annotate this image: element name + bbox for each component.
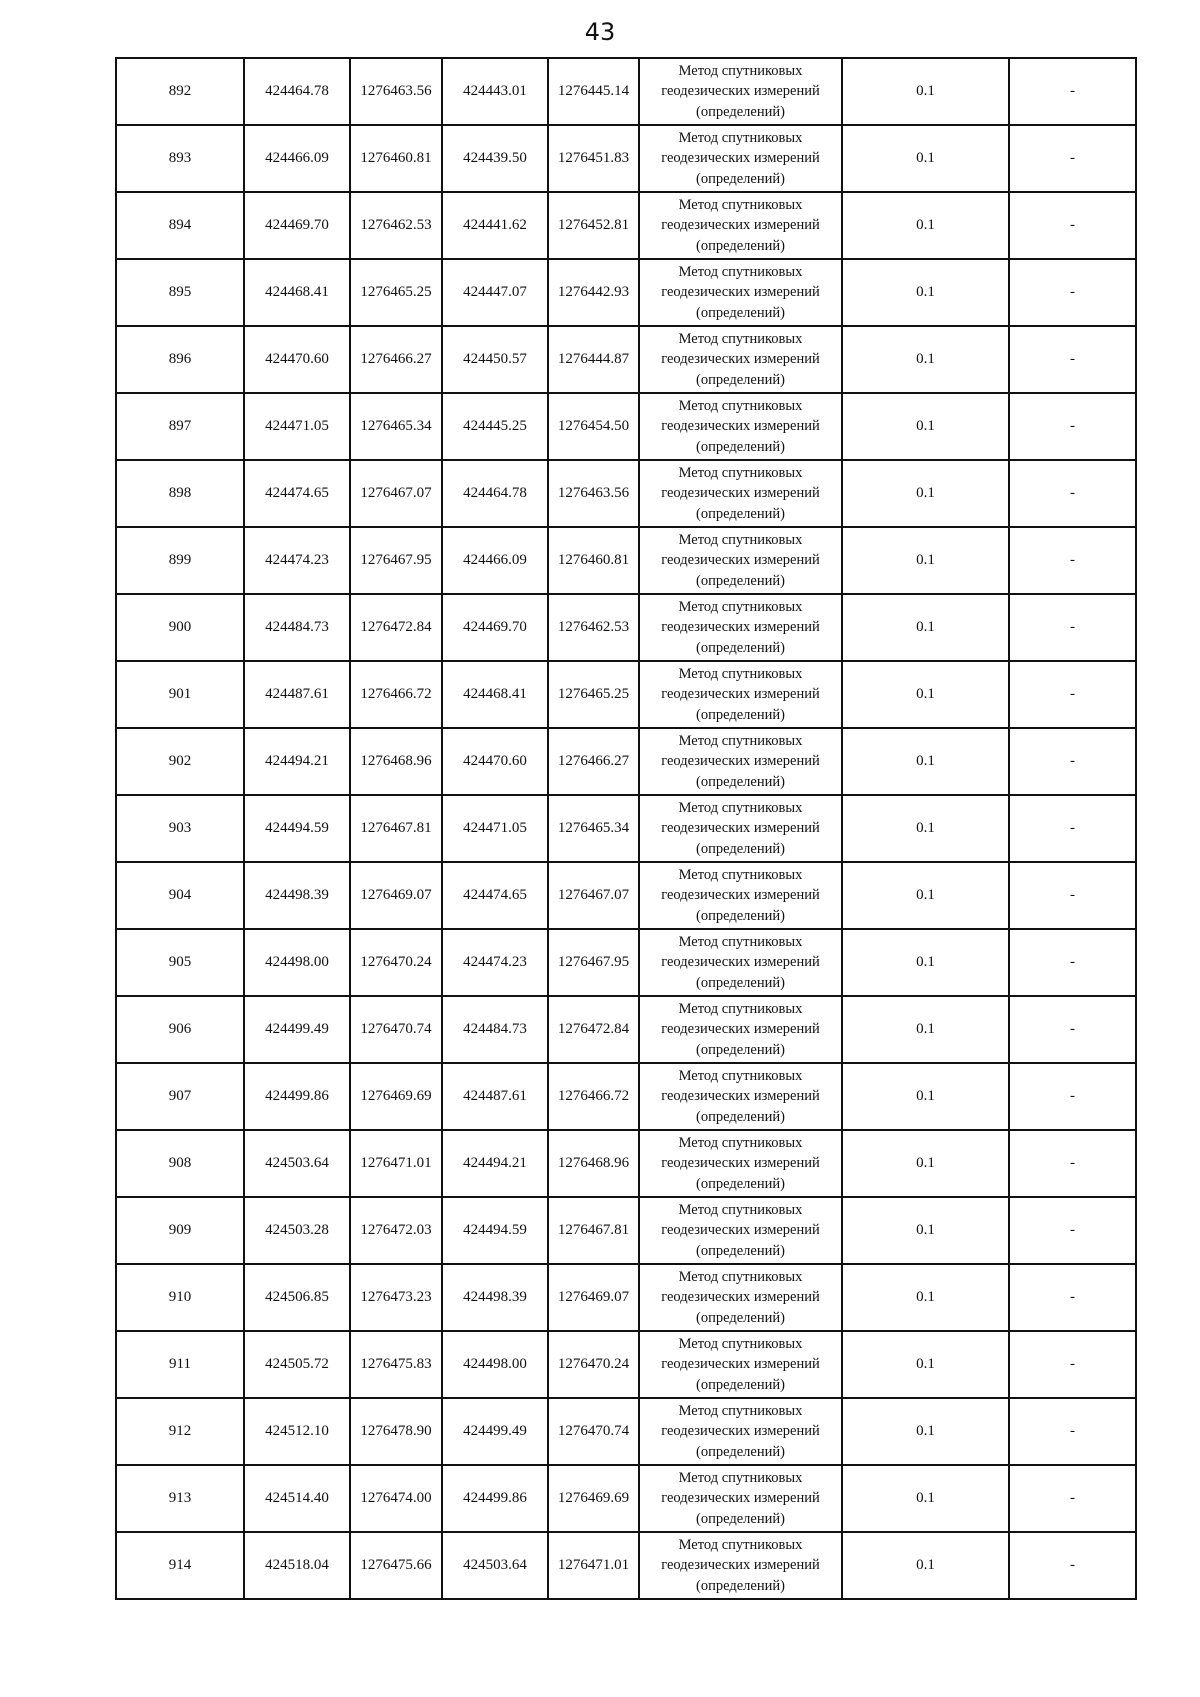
x-coordinate-cell: 424470.60 [244, 326, 350, 393]
method-cell [639, 58, 842, 125]
note-cell: - [1009, 728, 1136, 795]
method-text-line: Метод спутниковых [678, 799, 803, 816]
y-coordinate-cell: 1276473.23 [350, 1264, 442, 1331]
method-text-line: Метод спутниковых [678, 1134, 803, 1151]
method-text-line: (определений) [696, 1041, 785, 1058]
accuracy-cell: 0.1 [842, 1197, 1009, 1264]
note-cell: - [1009, 1398, 1136, 1465]
x-previous-coordinate-cell: 424439.50 [442, 125, 548, 192]
note-cell: - [1009, 996, 1136, 1063]
table-row [116, 728, 1136, 795]
table-row [116, 125, 1136, 192]
table-row [116, 795, 1136, 862]
x-coordinate-cell: 424487.61 [244, 661, 350, 728]
method-text-line: (определений) [696, 572, 785, 589]
x-coordinate-cell: 424499.49 [244, 996, 350, 1063]
method-cell [639, 929, 842, 996]
method-text-line: геодезических измерений [661, 1356, 820, 1373]
point-number-cell: 895 [116, 259, 244, 326]
point-number-cell: 908 [116, 1130, 244, 1197]
point-number-cell: 905 [116, 929, 244, 996]
method-cell [639, 996, 842, 1063]
x-coordinate-cell: 424466.09 [244, 125, 350, 192]
x-previous-coordinate-cell: 424494.21 [442, 1130, 548, 1197]
method-text-line: Метод спутниковых [678, 598, 803, 615]
y-previous-coordinate-cell: 1276466.27 [548, 728, 639, 795]
table-row [116, 58, 1136, 125]
y-previous-coordinate-cell: 1276469.07 [548, 1264, 639, 1331]
method-text-line: Метод спутниковых [678, 464, 803, 481]
method-text-line: геодезических измерений [661, 1490, 820, 1507]
x-coordinate-cell: 424474.65 [244, 460, 350, 527]
point-number-cell: 913 [116, 1465, 244, 1532]
note-cell: - [1009, 259, 1136, 326]
note-cell: - [1009, 661, 1136, 728]
accuracy-cell: 0.1 [842, 326, 1009, 393]
method-cell [639, 259, 842, 326]
point-number-cell: 897 [116, 393, 244, 460]
method-text-line: (определений) [696, 1510, 785, 1527]
note-cell: - [1009, 1331, 1136, 1398]
method-text-line: (определений) [696, 1242, 785, 1259]
note-cell: - [1009, 1063, 1136, 1130]
y-previous-coordinate-cell: 1276463.56 [548, 460, 639, 527]
y-previous-coordinate-cell: 1276467.81 [548, 1197, 639, 1264]
y-coordinate-cell: 1276462.53 [350, 192, 442, 259]
y-previous-coordinate-cell: 1276470.24 [548, 1331, 639, 1398]
y-coordinate-cell: 1276460.81 [350, 125, 442, 192]
method-text-line: Метод спутниковых [678, 933, 803, 950]
y-previous-coordinate-cell: 1276465.25 [548, 661, 639, 728]
point-number-cell: 892 [116, 58, 244, 125]
x-previous-coordinate-cell: 424494.59 [442, 1197, 548, 1264]
y-coordinate-cell: 1276468.96 [350, 728, 442, 795]
y-previous-coordinate-cell: 1276466.72 [548, 1063, 639, 1130]
method-text-line: Метод спутниковых [678, 866, 803, 883]
accuracy-cell: 0.1 [842, 728, 1009, 795]
point-number-cell: 907 [116, 1063, 244, 1130]
x-previous-coordinate-cell: 424443.01 [442, 58, 548, 125]
method-text-line: Метод спутниковых [678, 196, 803, 213]
method-cell [639, 1532, 842, 1599]
method-cell [639, 795, 842, 862]
y-coordinate-cell: 1276467.81 [350, 795, 442, 862]
y-coordinate-cell: 1276472.84 [350, 594, 442, 661]
point-number-cell: 914 [116, 1532, 244, 1599]
note-cell: - [1009, 527, 1136, 594]
x-coordinate-cell: 424471.05 [244, 393, 350, 460]
method-cell [639, 862, 842, 929]
accuracy-cell: 0.1 [842, 1130, 1009, 1197]
accuracy-cell: 0.1 [842, 1264, 1009, 1331]
y-previous-coordinate-cell: 1276472.84 [548, 996, 639, 1063]
coordinates-table [115, 57, 1137, 1600]
table-row [116, 661, 1136, 728]
x-coordinate-cell: 424494.21 [244, 728, 350, 795]
method-text-line: (определений) [696, 505, 785, 522]
x-coordinate-cell: 424498.00 [244, 929, 350, 996]
x-previous-coordinate-cell: 424445.25 [442, 393, 548, 460]
accuracy-cell: 0.1 [842, 527, 1009, 594]
table-row [116, 1130, 1136, 1197]
point-number-cell: 901 [116, 661, 244, 728]
point-number-cell: 900 [116, 594, 244, 661]
method-text-line: геодезических измерений [661, 83, 820, 100]
y-previous-coordinate-cell: 1276444.87 [548, 326, 639, 393]
x-previous-coordinate-cell: 424499.49 [442, 1398, 548, 1465]
table-row [116, 862, 1136, 929]
y-previous-coordinate-cell: 1276467.95 [548, 929, 639, 996]
x-previous-coordinate-cell: 424470.60 [442, 728, 548, 795]
point-number-cell: 904 [116, 862, 244, 929]
y-coordinate-cell: 1276465.34 [350, 393, 442, 460]
y-previous-coordinate-cell: 1276465.34 [548, 795, 639, 862]
method-cell [639, 661, 842, 728]
y-coordinate-cell: 1276470.24 [350, 929, 442, 996]
method-cell [639, 1465, 842, 1532]
method-text-line: (определений) [696, 907, 785, 924]
y-previous-coordinate-cell: 1276452.81 [548, 192, 639, 259]
x-coordinate-cell: 424499.86 [244, 1063, 350, 1130]
accuracy-cell: 0.1 [842, 259, 1009, 326]
x-coordinate-cell: 424505.72 [244, 1331, 350, 1398]
table-row [116, 1532, 1136, 1599]
accuracy-cell: 0.1 [842, 58, 1009, 125]
method-text-line: (определений) [696, 1175, 785, 1192]
x-coordinate-cell: 424512.10 [244, 1398, 350, 1465]
method-text-line: (определений) [696, 304, 785, 321]
method-text-line: Метод спутниковых [678, 1268, 803, 1285]
y-previous-coordinate-cell: 1276468.96 [548, 1130, 639, 1197]
method-text-line: (определений) [696, 1108, 785, 1125]
y-coordinate-cell: 1276469.69 [350, 1063, 442, 1130]
y-coordinate-cell: 1276475.66 [350, 1532, 442, 1599]
note-cell: - [1009, 192, 1136, 259]
y-coordinate-cell: 1276478.90 [350, 1398, 442, 1465]
y-previous-coordinate-cell: 1276451.83 [548, 125, 639, 192]
method-cell [639, 1398, 842, 1465]
method-text-line: Метод спутниковых [678, 1201, 803, 1218]
method-text-line: геодезических измерений [661, 1557, 820, 1574]
y-previous-coordinate-cell: 1276471.01 [548, 1532, 639, 1599]
x-previous-coordinate-cell: 424466.09 [442, 527, 548, 594]
x-previous-coordinate-cell: 424487.61 [442, 1063, 548, 1130]
x-previous-coordinate-cell: 424471.05 [442, 795, 548, 862]
method-text-line: геодезических измерений [661, 217, 820, 234]
accuracy-cell: 0.1 [842, 1331, 1009, 1398]
note-cell: - [1009, 1532, 1136, 1599]
accuracy-cell: 0.1 [842, 1465, 1009, 1532]
x-coordinate-cell: 424494.59 [244, 795, 350, 862]
point-number-cell: 911 [116, 1331, 244, 1398]
method-text-line: геодезических измерений [661, 1222, 820, 1239]
method-text-line: геодезических измерений [661, 887, 820, 904]
method-cell [639, 1264, 842, 1331]
x-coordinate-cell: 424464.78 [244, 58, 350, 125]
method-text-line: Метод спутниковых [678, 263, 803, 280]
method-text-line: (определений) [696, 371, 785, 388]
table-row [116, 527, 1136, 594]
note-cell: - [1009, 58, 1136, 125]
method-text-line: геодезических измерений [661, 619, 820, 636]
method-text-line: Метод спутниковых [678, 665, 803, 682]
method-text-line: (определений) [696, 1309, 785, 1326]
accuracy-cell: 0.1 [842, 125, 1009, 192]
point-number-cell: 896 [116, 326, 244, 393]
point-number-cell: 893 [116, 125, 244, 192]
x-previous-coordinate-cell: 424468.41 [442, 661, 548, 728]
note-cell: - [1009, 1130, 1136, 1197]
method-text-line: Метод спутниковых [678, 397, 803, 414]
note-cell: - [1009, 862, 1136, 929]
x-previous-coordinate-cell: 424499.86 [442, 1465, 548, 1532]
x-coordinate-cell: 424474.23 [244, 527, 350, 594]
method-text-line: Метод спутниковых [678, 129, 803, 146]
method-cell [639, 460, 842, 527]
x-previous-coordinate-cell: 424464.78 [442, 460, 548, 527]
y-coordinate-cell: 1276465.25 [350, 259, 442, 326]
method-cell [639, 728, 842, 795]
method-text-line: (определений) [696, 1376, 785, 1393]
page-number: 43 [584, 18, 616, 46]
method-cell [639, 125, 842, 192]
method-text-line: геодезических измерений [661, 1155, 820, 1172]
x-coordinate-cell: 424518.04 [244, 1532, 350, 1599]
method-text-line: геодезических измерений [661, 1423, 820, 1440]
x-previous-coordinate-cell: 424450.57 [442, 326, 548, 393]
note-cell: - [1009, 594, 1136, 661]
method-text-line: (определений) [696, 974, 785, 991]
x-previous-coordinate-cell: 424484.73 [442, 996, 548, 1063]
method-text-line: (определений) [696, 170, 785, 187]
method-text-line: геодезических измерений [661, 418, 820, 435]
table-row [116, 192, 1136, 259]
y-previous-coordinate-cell: 1276467.07 [548, 862, 639, 929]
x-coordinate-cell: 424484.73 [244, 594, 350, 661]
y-previous-coordinate-cell: 1276462.53 [548, 594, 639, 661]
x-previous-coordinate-cell: 424469.70 [442, 594, 548, 661]
method-cell [639, 1197, 842, 1264]
x-coordinate-cell: 424514.40 [244, 1465, 350, 1532]
y-coordinate-cell: 1276474.00 [350, 1465, 442, 1532]
method-text-line: Метод спутниковых [678, 1402, 803, 1419]
accuracy-cell: 0.1 [842, 192, 1009, 259]
x-previous-coordinate-cell: 424441.62 [442, 192, 548, 259]
method-text-line: геодезических измерений [661, 485, 820, 502]
point-number-cell: 909 [116, 1197, 244, 1264]
y-coordinate-cell: 1276470.74 [350, 996, 442, 1063]
x-previous-coordinate-cell: 424503.64 [442, 1532, 548, 1599]
method-text-line: геодезических измерений [661, 552, 820, 569]
x-coordinate-cell: 424468.41 [244, 259, 350, 326]
y-coordinate-cell: 1276471.01 [350, 1130, 442, 1197]
point-number-cell: 899 [116, 527, 244, 594]
table-row [116, 1465, 1136, 1532]
point-number-cell: 898 [116, 460, 244, 527]
x-previous-coordinate-cell: 424498.39 [442, 1264, 548, 1331]
note-cell: - [1009, 1197, 1136, 1264]
accuracy-cell: 0.1 [842, 1063, 1009, 1130]
y-previous-coordinate-cell: 1276445.14 [548, 58, 639, 125]
x-previous-coordinate-cell: 424447.07 [442, 259, 548, 326]
method-text-line: геодезических измерений [661, 1021, 820, 1038]
point-number-cell: 894 [116, 192, 244, 259]
method-text-line: (определений) [696, 103, 785, 120]
x-coordinate-cell: 424503.64 [244, 1130, 350, 1197]
method-cell [639, 326, 842, 393]
note-cell: - [1009, 393, 1136, 460]
y-coordinate-cell: 1276467.95 [350, 527, 442, 594]
accuracy-cell: 0.1 [842, 1398, 1009, 1465]
method-text-line: (определений) [696, 438, 785, 455]
method-text-line: Метод спутниковых [678, 1469, 803, 1486]
table-row [116, 460, 1136, 527]
method-cell [639, 393, 842, 460]
y-previous-coordinate-cell: 1276442.93 [548, 259, 639, 326]
method-text-line: (определений) [696, 1443, 785, 1460]
method-cell [639, 594, 842, 661]
y-previous-coordinate-cell: 1276454.50 [548, 393, 639, 460]
note-cell: - [1009, 125, 1136, 192]
x-previous-coordinate-cell: 424498.00 [442, 1331, 548, 1398]
method-text-line: (определений) [696, 237, 785, 254]
y-previous-coordinate-cell: 1276470.74 [548, 1398, 639, 1465]
point-number-cell: 903 [116, 795, 244, 862]
y-coordinate-cell: 1276467.07 [350, 460, 442, 527]
note-cell: - [1009, 460, 1136, 527]
table-row [116, 1264, 1136, 1331]
method-text-line: геодезических измерений [661, 686, 820, 703]
method-text-line: Метод спутниковых [678, 1000, 803, 1017]
accuracy-cell: 0.1 [842, 594, 1009, 661]
method-cell [639, 192, 842, 259]
point-number-cell: 902 [116, 728, 244, 795]
method-text-line: (определений) [696, 639, 785, 656]
method-text-line: геодезических измерений [661, 284, 820, 301]
table-row [116, 996, 1136, 1063]
accuracy-cell: 0.1 [842, 393, 1009, 460]
method-cell [639, 1331, 842, 1398]
note-cell: - [1009, 1264, 1136, 1331]
y-coordinate-cell: 1276466.27 [350, 326, 442, 393]
table-row [116, 1197, 1136, 1264]
table-row [116, 1063, 1136, 1130]
method-text-line: геодезических измерений [661, 150, 820, 167]
method-text-line: Метод спутниковых [678, 1067, 803, 1084]
accuracy-cell: 0.1 [842, 929, 1009, 996]
y-coordinate-cell: 1276469.07 [350, 862, 442, 929]
x-coordinate-cell: 424498.39 [244, 862, 350, 929]
method-text-line: геодезических измерений [661, 1088, 820, 1105]
method-cell [639, 1063, 842, 1130]
method-text-line: Метод спутниковых [678, 1335, 803, 1352]
y-coordinate-cell: 1276466.72 [350, 661, 442, 728]
accuracy-cell: 0.1 [842, 996, 1009, 1063]
method-text-line: Метод спутниковых [678, 1536, 803, 1553]
accuracy-cell: 0.1 [842, 795, 1009, 862]
table-row [116, 259, 1136, 326]
method-text-line: (определений) [696, 840, 785, 857]
y-coordinate-cell: 1276475.83 [350, 1331, 442, 1398]
y-previous-coordinate-cell: 1276460.81 [548, 527, 639, 594]
x-previous-coordinate-cell: 424474.23 [442, 929, 548, 996]
table-row [116, 1331, 1136, 1398]
table-body [116, 58, 1136, 1599]
method-text-line: Метод спутниковых [678, 531, 803, 548]
method-text-line: Метод спутниковых [678, 330, 803, 347]
method-text-line: Метод спутниковых [678, 732, 803, 749]
x-coordinate-cell: 424506.85 [244, 1264, 350, 1331]
point-number-cell: 912 [116, 1398, 244, 1465]
note-cell: - [1009, 326, 1136, 393]
note-cell: - [1009, 795, 1136, 862]
method-text-line: (определений) [696, 706, 785, 723]
accuracy-cell: 0.1 [842, 460, 1009, 527]
method-text-line: геодезических измерений [661, 1289, 820, 1306]
y-coordinate-cell: 1276463.56 [350, 58, 442, 125]
table-row [116, 326, 1136, 393]
table-row [116, 929, 1136, 996]
method-text-line: (определений) [696, 1577, 785, 1594]
table-row [116, 594, 1136, 661]
x-coordinate-cell: 424469.70 [244, 192, 350, 259]
method-cell [639, 527, 842, 594]
table-row [116, 393, 1136, 460]
point-number-cell: 910 [116, 1264, 244, 1331]
note-cell: - [1009, 1465, 1136, 1532]
y-previous-coordinate-cell: 1276469.69 [548, 1465, 639, 1532]
accuracy-cell: 0.1 [842, 862, 1009, 929]
x-coordinate-cell: 424503.28 [244, 1197, 350, 1264]
table-row [116, 1398, 1136, 1465]
method-text-line: геодезических измерений [661, 954, 820, 971]
method-cell [639, 1130, 842, 1197]
x-previous-coordinate-cell: 424474.65 [442, 862, 548, 929]
y-coordinate-cell: 1276472.03 [350, 1197, 442, 1264]
method-text-line: (определений) [696, 773, 785, 790]
method-text-line: геодезических измерений [661, 820, 820, 837]
method-text-line: геодезических измерений [661, 753, 820, 770]
accuracy-cell: 0.1 [842, 1532, 1009, 1599]
method-text-line: Метод спутниковых [678, 62, 803, 79]
point-number-cell: 906 [116, 996, 244, 1063]
note-cell: - [1009, 929, 1136, 996]
method-text-line: геодезических измерений [661, 351, 820, 368]
accuracy-cell: 0.1 [842, 661, 1009, 728]
